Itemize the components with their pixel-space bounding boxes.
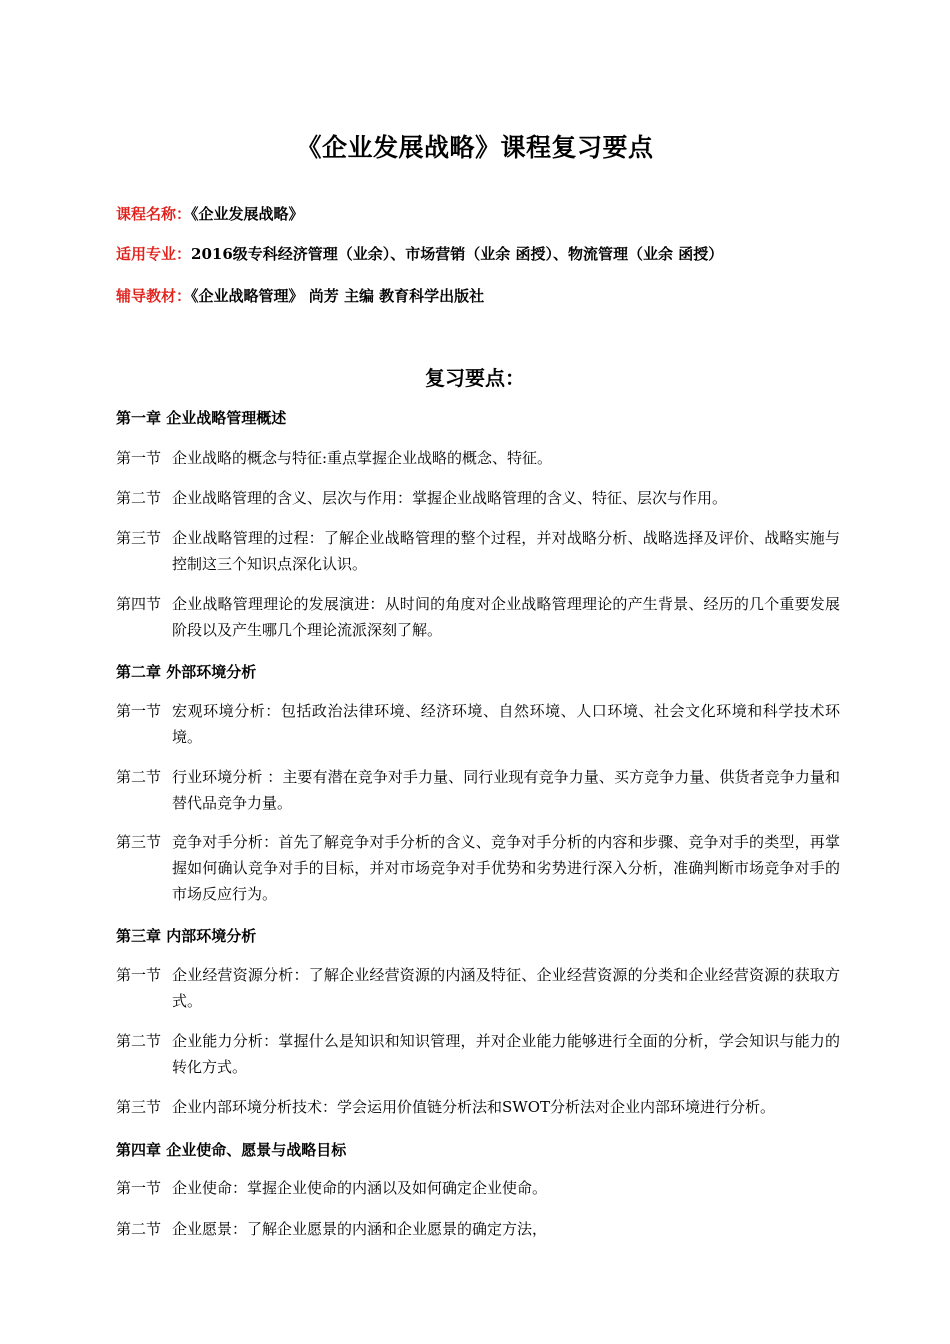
section-text: 企业战略管理的含义、层次与作用：掌握企业战略管理的含义、特征、层次与作用。 xyxy=(172,489,728,507)
major-label: 适用专业： xyxy=(116,245,192,263)
chapter-3-section-2 xyxy=(116,1028,840,1080)
section-text: 宏观环境分析：包括政治法律环境、经济环境、自然环境、人口环境、社会文化环境和科学技术环境。 xyxy=(172,702,840,746)
chapter-2-heading: 第二章 外部环境分析 xyxy=(116,663,257,681)
section-label: 第一节 xyxy=(116,966,162,984)
chapter-4-section-1 xyxy=(116,1175,840,1201)
section-text: 企业能力分析：掌握什么是知识和知识管理，并对企业能力能够进行全面的分析，学会知识与能力的转化方式。 xyxy=(172,1032,840,1076)
chapter-1-section-1 xyxy=(116,445,840,471)
section-label: 第一节 xyxy=(116,1179,162,1197)
chapter-2-section-3 xyxy=(116,829,840,907)
section-label: 第三节 xyxy=(116,529,162,547)
section-label: 第一节 xyxy=(116,702,162,720)
section-text: 行业环境分析 ：主要有潜在竞争对手力量、同行业现有竞争力量、买方竞争力量、供货者竞争力量和替代品竞争力量。 xyxy=(172,768,840,812)
section-text: 企业内部环境分析技术：学会运用价值链分析法和SWOT分析法对企业内部环境进行分析。 xyxy=(172,1098,775,1116)
section-text: 企业战略管理理论的发展演进：从时间的角度对企业战略管理理论的产生背景、经历的几个重要发展阶段以及产生哪几个理论流派深刻了解。 xyxy=(172,595,840,639)
chapter-2-section-1 xyxy=(116,698,840,750)
section-label: 第二节 xyxy=(116,1032,162,1050)
section-label: 第二节 xyxy=(116,1220,162,1238)
section-text: 竞争对手分析：首先了解竞争对手分析的含义、竞争对手分析的内容和步骤、竞争对手的类型，再掌握如何确认竞争对手的目标，并对市场竞争对手优势和劣势进行深入分析，准确判断市场竞争对手的市场反应行为。 xyxy=(172,833,840,903)
course-name-value: 《企业发展战略》 xyxy=(191,205,304,223)
section-label: 第三节 xyxy=(116,833,162,851)
chapter-1-heading: 第一章 企业战略管理概述 xyxy=(116,409,287,427)
review-points-heading: 复习要点： xyxy=(425,366,525,390)
chapter-3-section-1 xyxy=(116,962,840,1014)
chapter-3-section-3 xyxy=(116,1094,840,1120)
document-title: 《企业发展战略》课程复习要点 xyxy=(296,133,654,162)
textbook-value: 《企业战略管理》 尚芳 主编 教育科学出版社 xyxy=(191,287,485,305)
major-line xyxy=(116,243,723,264)
section-text: 企业愿景：了解企业愿景的内涵和企业愿景的确定方法， xyxy=(172,1220,548,1238)
chapter-1-section-2 xyxy=(116,485,840,511)
section-label: 第二节 xyxy=(116,489,162,507)
section-text: 企业战略的概念与特征:重点掌握企业战略的概念、特征。 xyxy=(172,449,553,467)
section-label: 第一节 xyxy=(116,449,162,467)
section-text: 企业使命：掌握企业使命的内涵以及如何确定企业使命。 xyxy=(172,1179,548,1197)
course-name-label: 课程名称： xyxy=(116,205,192,223)
course-name-line xyxy=(116,203,304,224)
major-value: 2016级专科经济管理（业余）、市场营销（业余 函授）、物流管理（业余 函授） xyxy=(191,245,724,263)
chapter-1-section-4 xyxy=(116,591,840,643)
textbook-label: 辅导教材： xyxy=(116,287,192,305)
chapter-4-section-2 xyxy=(116,1216,840,1242)
section-label: 第四节 xyxy=(116,595,162,613)
section-label: 第二节 xyxy=(116,768,162,786)
section-text: 企业经营资源分析：了解企业经营资源的内涵及特征、企业经营资源的分类和企业经营资源的获取方式。 xyxy=(172,966,840,1010)
chapter-4-heading: 第四章 企业使命、愿景与战略目标 xyxy=(116,1141,347,1159)
chapter-1-section-3 xyxy=(116,525,840,577)
chapter-3-heading: 第三章 内部环境分析 xyxy=(116,927,257,945)
chapter-2-section-2 xyxy=(116,764,840,816)
section-label: 第三节 xyxy=(116,1098,162,1116)
textbook-line xyxy=(116,285,484,306)
section-text: 企业战略管理的过程：了解企业战略管理的整个过程，并对战略分析、战略选择及评价、战略实施与控制这三个知识点深化认识。 xyxy=(172,529,840,573)
